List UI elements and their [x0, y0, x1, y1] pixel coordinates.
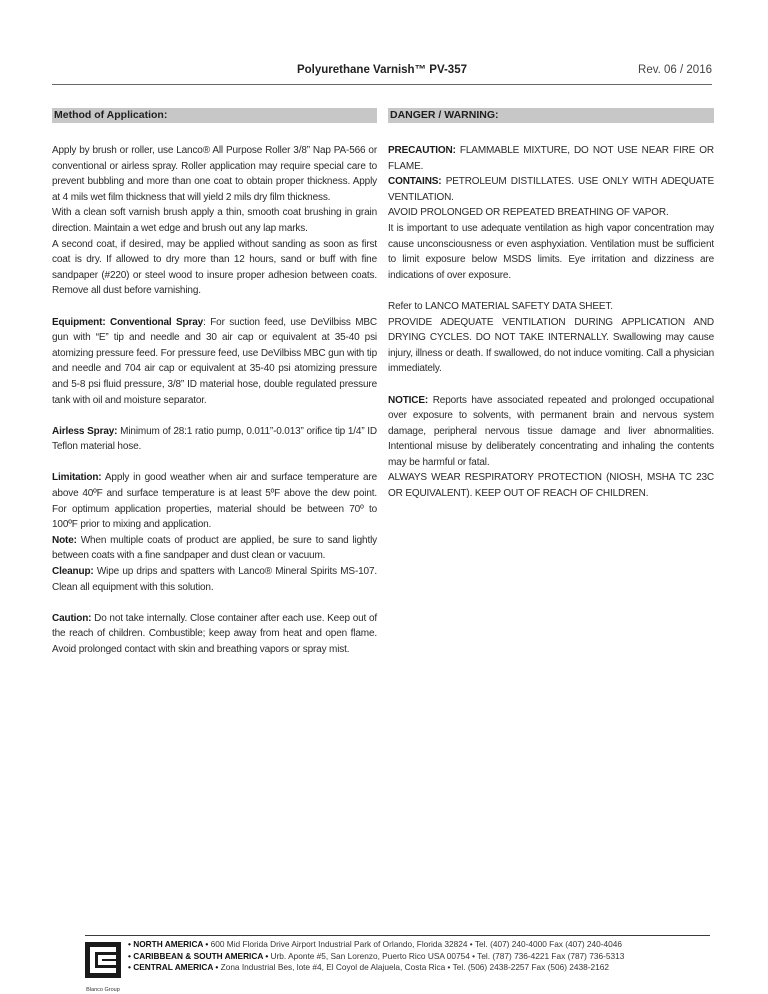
- document-title: Polyurethane Varnish™ PV-357: [296, 64, 467, 76]
- logo-mark-icon: [85, 942, 121, 984]
- caution-label: Caution:: [52, 612, 92, 624]
- revision-label: Rev. 06 / 2016: [638, 64, 712, 76]
- left-column: [52, 108, 377, 658]
- notice-paragraph: NOTICE: Reports have associated repeated and prolonged occupational over exposure to solvents, with permanent brain and nervous system damage, peripheral nervous tissue damage and liver abnormalities. Intentional misuse by deliberately concentrating and inhaling the contents may be harmful or fatal.: [388, 394, 714, 468]
- method-paragraph-3: A second coat, if desired, may be applied without sanding as soon as first coat is dry. If allowed to dry more than 12 hours, sand or buff with fine sandpaper (#220) or steel wood to insure proper adhesion between coats. Remove all dust before varnishing.: [52, 238, 377, 297]
- footer-address-line: • CENTRAL AMERICA • Zona Industrial Bes, lote #4, El Coyol de Alajuela, Costa Rica • Tel. (506) 2438-2257 Fax (506) 2438-2162: [128, 962, 609, 972]
- equipment-label: Equipment: Conventional Spray: [52, 316, 204, 328]
- right-column: [388, 108, 714, 502]
- ventilation-paragraph: It is important to use adequate ventilation as high vapor concentration may cause unconsciousness or even asphyxiation. Ventilation must be sufficient to limit exposure below MSDS limits. Eye irritation and dizziness are indications of over exposure.: [388, 222, 714, 281]
- precaution-paragraph: PRECAUTION: FLAMMABLE MIXTURE, DO NOT USE NEAR FIRE OR FLAME.: [388, 145, 714, 172]
- limitation-label: Limitation:: [52, 472, 102, 484]
- footer-address-line: • NORTH AMERICA • 600 Mid Florida Drive Airport Industrial Park of Orlando, Florida 32824 • Tel. (407) 240-4000 Fax (407) 240-4046: [128, 939, 622, 949]
- avoid-paragraph: AVOID PROLONGED OR REPEATED BREATHING OF VAPOR.: [388, 207, 669, 219]
- caution-paragraph: Caution: Do not take internally. Close container after each use. Keep out of the reach of children. Combustible; keep away from heat and open flame. Avoid prolonged contact with skin and breathing vapors or spray mist.: [52, 612, 377, 655]
- note-label: Note:: [52, 534, 77, 546]
- airless-paragraph: Airless Spray: Minimum of 28:1 ratio pump, 0.011”-0.013” orifice tip 1/4” ID Teflon material hose.: [52, 425, 378, 453]
- always-paragraph: ALWAYS WEAR RESPIRATORY PROTECTION (NIOSH, MSHA TC 23C OR EQUIVALENT). KEEP OUT OF REACH OF CHILDREN.: [388, 472, 714, 500]
- footer-address-line: • CARIBBEAN & SOUTH AMERICA • Urb. Aponte #5, San Lorenzo, Puerto Rico USA 00754 • Tel. (787) 736-4221 Fax (787) 736-5313: [128, 950, 625, 961]
- precaution-label: PRECAUTION:: [388, 145, 456, 156]
- airless-label: Airless Spray:: [52, 425, 118, 437]
- equipment-paragraph: Equipment: Conventional Spray: For suction feed, use DeVilbiss MBC gun with “E” tip and needle and 30 air cap or equivalent at 35-40 psi atomizing pressure feed. For pressure feed, use DeVilbiss MBC gun with tip and needle and 704 air cap or equivalent at 35-40 psi atomizing pressure and 5-8 psi fluid pressure, 3/8” ID material hose, double regulated pressure tank with oil and moisture separator.: [52, 316, 377, 406]
- cleanup-label: Cleanup:: [52, 566, 94, 578]
- page-header: [52, 62, 712, 85]
- logo-caption: Blanco Group: [86, 987, 120, 993]
- page-footer: [85, 935, 710, 993]
- blanco-group-logo: [85, 942, 121, 993]
- method-paragraph-2: With a clean soft varnish brush apply a thin, smooth coat brushing in grain direction. Maintain a wet edge and brush out any lap marks.: [52, 207, 377, 234]
- footer-addresses: [128, 939, 624, 974]
- limitation-paragraph: Limitation: Apply in good weather when air and surface temperature are above 40ºF and surface temperature is at least 5ºF above the dew point. For optimum application properties, material should be between 70º to 100ºF prior to mixing and application.: [52, 472, 377, 531]
- method-paragraph-1: Apply by brush or roller, use Lanco® All Purpose Roller 3/8” Nap PA-566 or conventional or airless spray. Roller application may require special care to prevent bubbling and more than one coat to obtain proper thickness. Apply at 4 mils wet film thickness that will yield 2 mils dry film thickness.: [52, 145, 377, 203]
- notice-label: NOTICE:: [388, 394, 429, 406]
- method-heading: Method of Application:: [52, 108, 377, 123]
- contains-label: CONTAINS:: [388, 176, 442, 188]
- cleanup-paragraph: Cleanup: Wipe up drips and spatters with Lanco® Mineral Spirits MS-107. Clean all equipment with this solution.: [52, 566, 377, 593]
- contains-paragraph: CONTAINS: PETROLEUM DISTILLATES. USE ONLY WITH ADEQUATE VENTILATION.: [388, 176, 714, 203]
- refer-paragraph: Refer to LANCO MATERIAL SAFETY DATA SHEET.: [388, 300, 613, 312]
- danger-heading: DANGER / WARNING:: [388, 108, 714, 123]
- note-paragraph: Note: When multiple coats of product are applied, be sure to sand lightly between coats with a fine sandpaper and dust clean or vacuum.: [52, 534, 377, 562]
- provide-paragraph: PROVIDE ADEQUATE VENTILATION DURING APPLICATION AND DRYING CYCLES. DO NOT TAKE INTERNALLY. Swallowing may cause injury, illness or death. If swallowed, do not induce vomiting. Call a physician immediately.: [388, 316, 714, 375]
